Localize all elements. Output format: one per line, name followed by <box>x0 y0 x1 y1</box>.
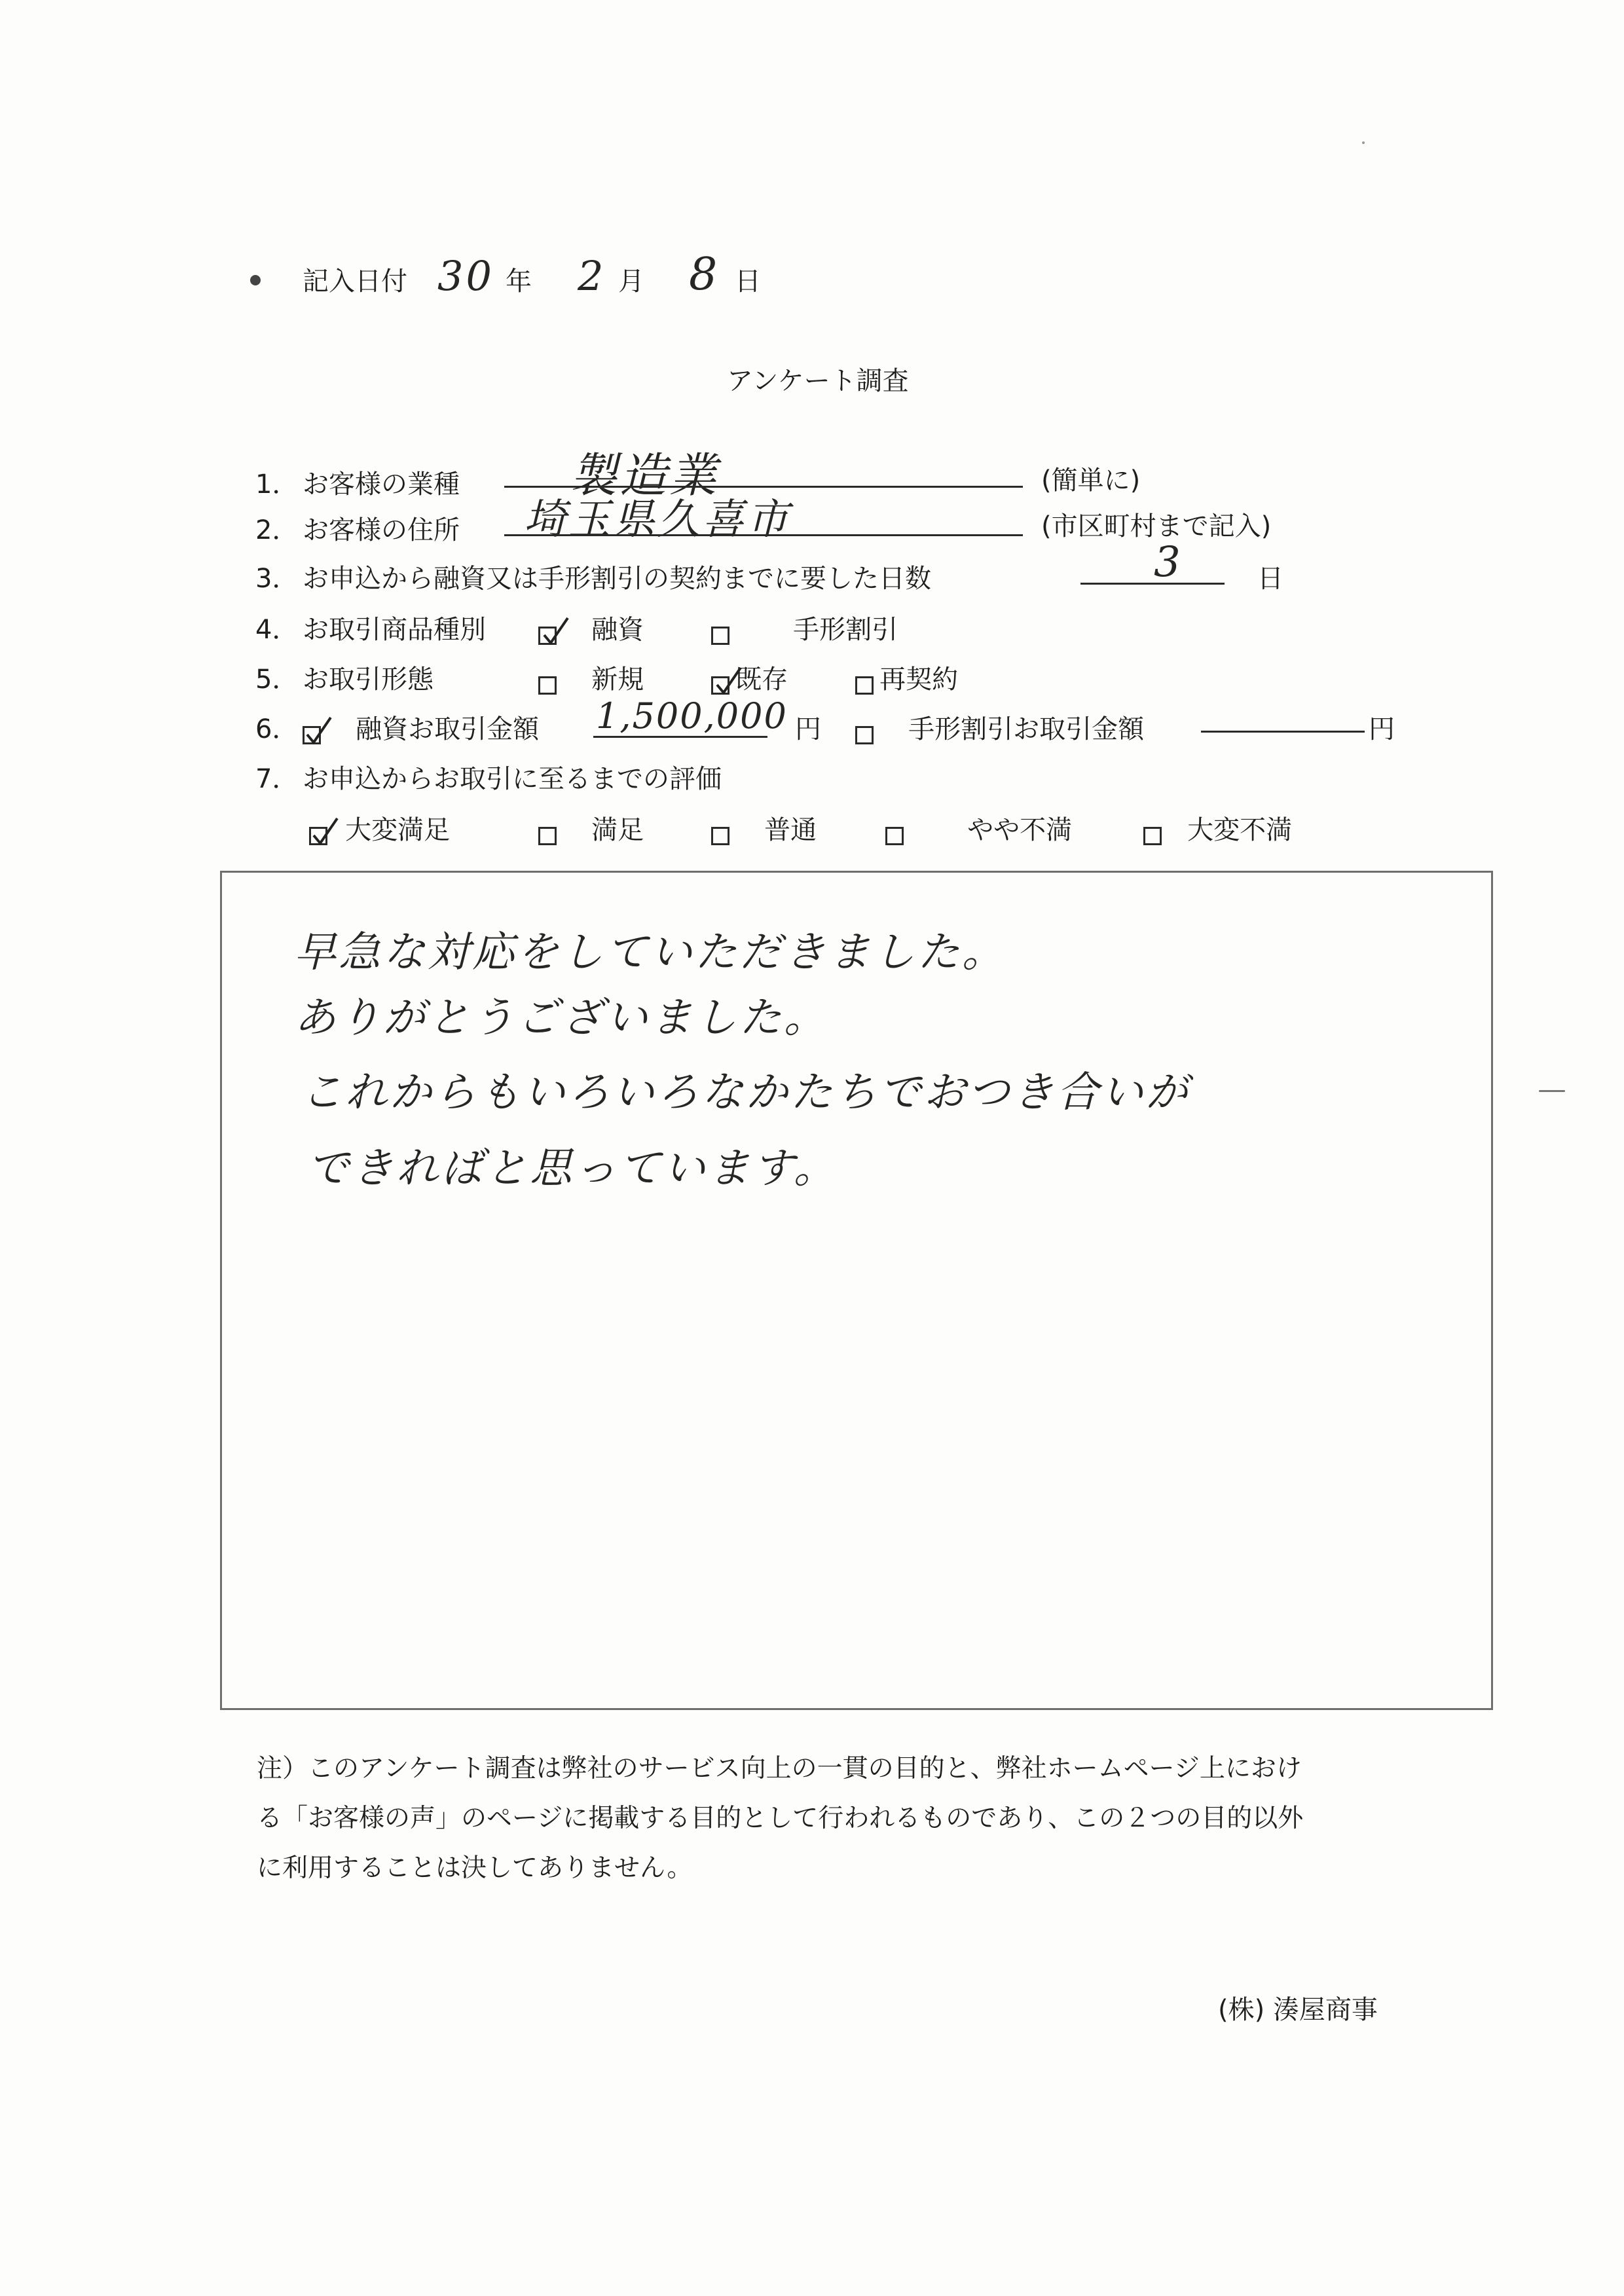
q5-option-recontract[interactable] <box>855 659 958 696</box>
q7-option-label: やや不満 <box>967 815 1073 845</box>
q7-option-very-dissatisfied[interactable] <box>1143 809 1292 847</box>
checkbox-unchecked[interactable] <box>538 827 557 845</box>
q2-answer: 埼玉県久喜市 <box>524 496 791 544</box>
q5-option-recontract-label: 再契約 <box>879 665 959 695</box>
checkbox-unchecked[interactable] <box>855 726 874 744</box>
q4-option-loan[interactable] <box>538 609 644 646</box>
q6-number: 6． <box>255 714 299 744</box>
checkbox-unchecked[interactable] <box>855 676 874 695</box>
q1-answer: 製造業 <box>570 448 720 503</box>
q5-option-existing[interactable] <box>711 659 788 696</box>
q1-number: 1． <box>255 469 299 500</box>
q7-option-satisfied[interactable] <box>538 809 644 847</box>
footer-note-line: る「お客様の声」のページに掲載する目的として行われるものであり、この２つの目的以外 <box>257 1804 1304 1833</box>
q2-number: 2． <box>255 515 299 545</box>
q6-bill-label: 手形割引お取引金額 <box>908 714 1145 744</box>
checkbox-unchecked[interactable] <box>885 827 904 845</box>
q7-label: お申込からお取引に至るまでの評価 <box>303 764 722 794</box>
month-value: 2 <box>578 252 606 300</box>
q7-option-label: 普通 <box>764 815 817 845</box>
scan-speck <box>250 275 261 285</box>
q5-option-new-label: 新規 <box>591 665 644 695</box>
check-mark-icon <box>712 665 745 698</box>
q6-loan-amount: 1,500,000 <box>596 695 788 737</box>
q7-option-very-satisfied[interactable] <box>309 809 450 847</box>
q1-note: (簡単に) <box>1041 465 1141 496</box>
q7-option-label: 満足 <box>591 815 644 845</box>
q4-number: 4． <box>255 615 299 645</box>
check-mark-icon <box>310 816 342 848</box>
q4-option-bill-label: 手形割引 <box>793 615 898 645</box>
q4-option-loan-label: 融資 <box>591 615 644 645</box>
q6-loan-underline <box>593 736 767 738</box>
comment-line: ありがとうございました。 <box>294 994 828 1042</box>
day-unit: 日 <box>735 266 761 297</box>
q7-option-label: 大変満足 <box>345 815 451 845</box>
q7-option-slightly-dissatisfied[interactable] <box>885 809 1072 847</box>
q6-bill-unit: 円 <box>1369 714 1395 744</box>
q3-answer-underline <box>1080 583 1225 585</box>
checkbox-unchecked[interactable] <box>1143 827 1162 845</box>
q3-number: 3． <box>255 564 299 594</box>
check-mark-icon <box>303 715 336 748</box>
check-mark-icon <box>539 615 572 648</box>
checkbox-checked[interactable] <box>303 726 321 744</box>
q6-option-loan[interactable] <box>303 708 539 746</box>
footer-note-line: 注）このアンケート調査は弊社のサービス向上の一貫の目的と、弊社ホームページ上におけ <box>257 1754 1302 1783</box>
checkbox-checked[interactable] <box>538 627 557 645</box>
q6-bill-underline <box>1201 731 1365 733</box>
checkbox-unchecked[interactable] <box>538 676 557 695</box>
scan-speck <box>1539 1090 1565 1092</box>
checkbox-checked[interactable] <box>309 827 327 845</box>
day-value: 8 <box>689 249 720 301</box>
q5-number: 5． <box>255 665 299 695</box>
checkbox-unchecked[interactable] <box>711 827 729 845</box>
year-unit: 年 <box>506 266 532 297</box>
year-value: 30 <box>437 252 494 300</box>
page-title: アンケート調査 <box>727 366 909 396</box>
comment-box[interactable] <box>220 871 1493 1710</box>
company-name: (株) 湊屋商事 <box>1218 1995 1378 2025</box>
q5-option-new[interactable] <box>538 659 644 696</box>
q3-answer: 3 <box>1154 538 1183 587</box>
q6-loan-label: 融資お取引金額 <box>356 714 540 744</box>
q7-number: 7． <box>255 764 299 794</box>
q5-label: お取引形態 <box>303 665 434 695</box>
comment-line: 早急な対応をしていただきました。 <box>294 928 1006 977</box>
q2-label: お客様の住所 <box>303 515 460 545</box>
q7-option-neutral[interactable] <box>711 809 817 847</box>
q6-loan-unit: 円 <box>795 714 821 744</box>
date-row <box>303 261 407 298</box>
q2-note: (市区町村まで記入) <box>1041 511 1272 541</box>
scan-speck <box>1362 141 1365 144</box>
q5-option-existing-label: 既存 <box>735 665 788 695</box>
q2-answer-underline <box>504 534 1023 536</box>
q4-option-bill[interactable] <box>711 609 898 646</box>
q3-unit: 日 <box>1257 564 1283 594</box>
q4-label: お取引商品種別 <box>303 615 486 645</box>
month-unit: 月 <box>618 266 644 297</box>
date-label: 記入日付 <box>303 266 407 297</box>
checkbox-checked[interactable] <box>711 676 729 695</box>
q1-label: お客様の業種 <box>303 469 460 500</box>
footer-note-line: に利用することは決してありません。 <box>257 1853 693 1883</box>
q7-option-label: 大変不満 <box>1187 815 1293 845</box>
checkbox-unchecked[interactable] <box>711 627 729 645</box>
q3-label: お申込から融資又は手形割引の契約までに要した日数 <box>303 564 931 594</box>
q6-option-bill[interactable] <box>855 708 1144 746</box>
comment-line: できればと思っています。 <box>307 1144 838 1193</box>
comment-line: これからもいろいろなかたちでおつき合いが <box>301 1068 1190 1117</box>
